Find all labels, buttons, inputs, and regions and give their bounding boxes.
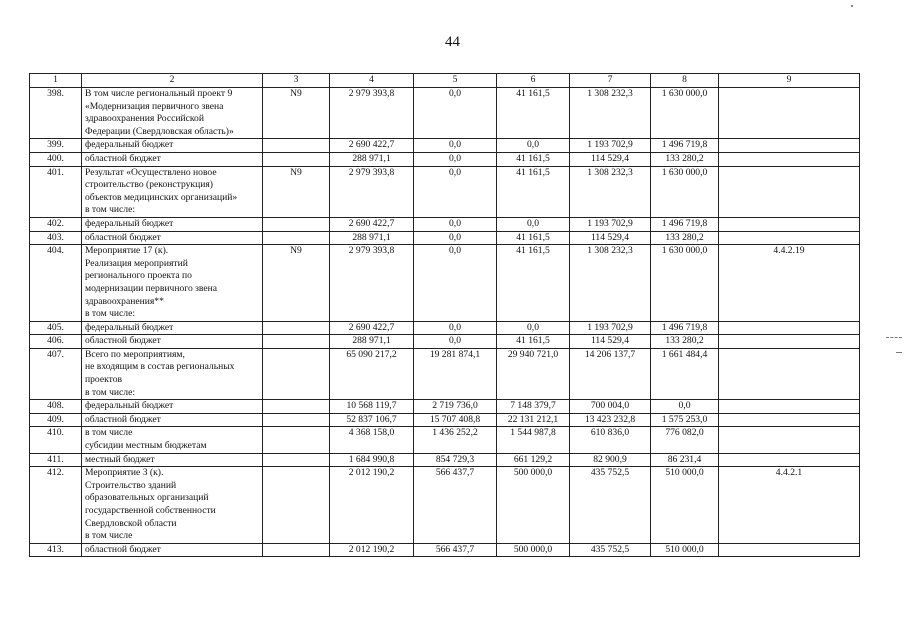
year-value-cell: 0,0: [497, 217, 570, 231]
project-code-cell: [263, 427, 330, 453]
project-code-cell: N9: [263, 166, 330, 217]
row-name-line: федеральный бюджет: [85, 139, 174, 151]
indicator-ref-cell: 4.4.2.19: [719, 245, 860, 322]
year-value-cell: 0,0: [497, 321, 570, 335]
row-number-cell: 402.: [30, 217, 82, 231]
year-value-cell: 500 000,0: [497, 543, 570, 557]
table-row: [30, 166, 860, 217]
project-code-cell: N9: [263, 88, 330, 139]
year-value-cell: 0,0: [414, 245, 497, 322]
project-code-cell: [263, 543, 330, 557]
year-value-cell: 1 575 253,0: [651, 413, 719, 427]
row-name-cell: [82, 139, 263, 153]
margin-mark: [896, 352, 902, 354]
project-code-cell: [263, 335, 330, 349]
year-value-cell: 114 529,4: [570, 335, 651, 349]
year-value-cell: 19 281 874,1: [414, 348, 497, 399]
project-code-cell: N9: [263, 245, 330, 322]
row-name-line: субсидии местным бюджетам: [85, 440, 207, 452]
table-row: [30, 217, 860, 231]
year-value-cell: 1 308 232,3: [570, 245, 651, 322]
row-number-cell: 406.: [30, 335, 82, 349]
year-value-cell: 0,0: [414, 152, 497, 166]
year-value-cell: 776 082,0: [651, 427, 719, 453]
row-name-line: модернизации первичного звена: [85, 282, 218, 294]
year-value-cell: 1 496 719,8: [651, 139, 719, 153]
row-name-line: в том числе:: [85, 386, 136, 398]
row-name-line: Федерации (Свердловская область)»: [85, 125, 234, 137]
row-name-cell: [82, 245, 263, 322]
year-value-cell: 14 206 137,7: [570, 348, 651, 399]
total-value-cell: 65 090 217,2: [330, 348, 414, 399]
row-name-cell: [82, 335, 263, 349]
year-value-cell: 41 161,5: [497, 166, 570, 217]
year-value-cell: 13 423 232,8: [570, 413, 651, 427]
indicator-ref-cell: 4.4.2.1: [719, 467, 860, 544]
year-value-cell: 661 129,2: [497, 453, 570, 467]
year-value-cell: 1 193 702,9: [570, 217, 651, 231]
year-value-cell: 133 280,2: [651, 231, 719, 245]
year-value-cell: 41 161,5: [497, 245, 570, 322]
year-value-cell: 1 436 252,2: [414, 427, 497, 453]
table-row: [30, 231, 860, 245]
project-code-cell: [263, 152, 330, 166]
row-name-line: государственной собственности: [85, 505, 216, 516]
year-value-cell: 1 193 702,9: [570, 321, 651, 335]
total-value-cell: 288 971,1: [330, 231, 414, 245]
year-value-cell: 0,0: [414, 217, 497, 231]
total-value-cell: 52 837 106,7: [330, 413, 414, 427]
project-code-cell: [263, 467, 330, 544]
row-number-cell: 403.: [30, 231, 82, 245]
year-value-cell: 22 131 212,1: [497, 413, 570, 427]
total-value-cell: 2 690 422,7: [330, 321, 414, 335]
row-name-cell: [82, 152, 263, 166]
total-value-cell: 2 979 393,8: [330, 88, 414, 139]
column-header-2: 2: [82, 74, 263, 88]
row-name-line: Свердловской области: [85, 517, 177, 529]
table-row: [30, 453, 860, 467]
year-value-cell: 610 836,0: [570, 427, 651, 453]
row-name-line: местный бюджет: [85, 453, 155, 465]
column-header-7: 7: [570, 74, 651, 88]
year-value-cell: 435 752,5: [570, 543, 651, 557]
indicator-ref-cell: [719, 400, 860, 414]
table-row: [30, 400, 860, 414]
row-name-line: областной бюджет: [85, 152, 161, 164]
row-name-line: областной бюджет: [85, 335, 161, 347]
total-value-cell: 288 971,1: [330, 335, 414, 349]
year-value-cell: 0,0: [414, 139, 497, 153]
indicator-ref-cell: [719, 139, 860, 153]
indicator-ref-cell: [719, 217, 860, 231]
row-name-line: Строительство зданий: [85, 479, 177, 491]
row-number-cell: 399.: [30, 139, 82, 153]
row-name-line: федеральный бюджет: [85, 400, 174, 412]
row-number-cell: 413.: [30, 543, 82, 557]
row-name-line: не входящим в состав региональных: [85, 361, 235, 373]
indicator-ref-cell: [719, 413, 860, 427]
row-name-line: строительство (реконструкция): [85, 179, 213, 191]
row-number-cell: 411.: [30, 453, 82, 467]
indicator-ref-cell: [719, 88, 860, 139]
year-value-cell: 0,0: [414, 231, 497, 245]
row-number-cell: 410.: [30, 427, 82, 453]
row-name-line: проектов: [85, 374, 123, 386]
row-number-cell: 408.: [30, 400, 82, 414]
row-name-line: здравоохранения Российской: [85, 113, 204, 125]
table-row: [30, 88, 860, 139]
row-name-cell: [82, 231, 263, 245]
row-name-cell: [82, 217, 263, 231]
row-name-cell: [82, 88, 263, 139]
year-value-cell: 1 661 484,4: [651, 348, 719, 399]
year-value-cell: 114 529,4: [570, 231, 651, 245]
row-name-line: В том числе региональный проект 9: [85, 88, 233, 99]
year-value-cell: 2 719 736,0: [414, 400, 497, 414]
row-number-cell: 412.: [30, 467, 82, 544]
row-name-line: объектов медицинских организаций»: [85, 191, 238, 203]
total-value-cell: 2 690 422,7: [330, 139, 414, 153]
table-row: [30, 348, 860, 399]
row-name-cell: [82, 166, 263, 217]
indicator-ref-cell: [719, 231, 860, 245]
row-name-line: регионального проекта по: [85, 270, 192, 282]
table-row: [30, 152, 860, 166]
year-value-cell: 1 630 000,0: [651, 245, 719, 322]
row-name-cell: [82, 348, 263, 399]
row-number-cell: 404.: [30, 245, 82, 322]
indicator-ref-cell: [719, 166, 860, 217]
project-code-cell: [263, 348, 330, 399]
row-name-cell: [82, 453, 263, 467]
column-header-1: 1: [30, 74, 82, 88]
row-name-cell: [82, 400, 263, 414]
project-code-cell: [263, 321, 330, 335]
year-value-cell: 86 231,4: [651, 453, 719, 467]
row-name-cell: [82, 427, 263, 453]
table-row: [30, 413, 860, 427]
year-value-cell: 566 437,7: [414, 467, 497, 544]
table-row: [30, 245, 860, 322]
year-value-cell: 133 280,2: [651, 335, 719, 349]
project-code-cell: [263, 453, 330, 467]
project-code-cell: [263, 400, 330, 414]
indicator-ref-cell: [719, 348, 860, 399]
column-header-3: 3: [263, 74, 330, 88]
total-value-cell: 2 690 422,7: [330, 217, 414, 231]
year-value-cell: 0,0: [414, 166, 497, 217]
budget-table: [29, 73, 860, 557]
row-name-line: образовательных организаций: [85, 492, 209, 504]
year-value-cell: 0,0: [414, 335, 497, 349]
page-number: 44: [445, 34, 460, 50]
row-name-line: Реализация мероприятий: [85, 257, 188, 269]
row-name-line: федеральный бюджет: [85, 217, 174, 229]
row-name-cell: [82, 321, 263, 335]
year-value-cell: 0,0: [414, 321, 497, 335]
indicator-ref-cell: [719, 453, 860, 467]
project-code-cell: [263, 413, 330, 427]
year-value-cell: 41 161,5: [497, 152, 570, 166]
project-code-cell: [263, 217, 330, 231]
year-value-cell: 114 529,4: [570, 152, 651, 166]
table-header-row: [30, 74, 860, 88]
table-row: [30, 427, 860, 453]
year-value-cell: 1 193 702,9: [570, 139, 651, 153]
column-header-5: 5: [414, 74, 497, 88]
total-value-cell: 2 012 190,2: [330, 467, 414, 544]
year-value-cell: 1 308 232,3: [570, 88, 651, 139]
column-header-4: 4: [330, 74, 414, 88]
project-code-cell: [263, 139, 330, 153]
year-value-cell: 1 630 000,0: [651, 88, 719, 139]
row-name-line: Мероприятие 3 (к).: [85, 467, 164, 479]
row-name-line: Мероприятие 17 (к).: [85, 245, 169, 257]
year-value-cell: 0,0: [497, 139, 570, 153]
row-name-line: здравоохранения**: [85, 295, 164, 307]
row-name-line: в том числе:: [85, 204, 136, 216]
column-header-6: 6: [497, 74, 570, 88]
total-value-cell: 2 012 190,2: [330, 543, 414, 557]
row-name-line: «Модернизация первичного звена: [85, 100, 224, 112]
indicator-ref-cell: [719, 335, 860, 349]
year-value-cell: 1 630 000,0: [651, 166, 719, 217]
indicator-ref-cell: [719, 543, 860, 557]
year-value-cell: 500 000,0: [497, 467, 570, 544]
table-body: [30, 88, 860, 557]
year-value-cell: 510 000,0: [651, 467, 719, 544]
year-value-cell: 700 004,0: [570, 400, 651, 414]
indicator-ref-cell: [719, 321, 860, 335]
total-value-cell: 288 971,1: [330, 152, 414, 166]
table-row: [30, 467, 860, 544]
total-value-cell: 1 684 990,8: [330, 453, 414, 467]
year-value-cell: 854 729,3: [414, 453, 497, 467]
project-code-cell: [263, 231, 330, 245]
year-value-cell: 1 496 719,8: [651, 217, 719, 231]
row-name-line: Результат «Осуществлено новое: [85, 166, 217, 178]
year-value-cell: 15 707 408,8: [414, 413, 497, 427]
row-number-cell: 401.: [30, 166, 82, 217]
total-value-cell: 4 368 158,0: [330, 427, 414, 453]
row-number-cell: 405.: [30, 321, 82, 335]
table-row: [30, 139, 860, 153]
year-value-cell: 435 752,5: [570, 467, 651, 544]
year-value-cell: 1 308 232,3: [570, 166, 651, 217]
row-name-cell: [82, 413, 263, 427]
total-value-cell: 2 979 393,8: [330, 166, 414, 217]
year-value-cell: 0,0: [414, 88, 497, 139]
row-name-line: в том числе: [85, 427, 133, 439]
year-value-cell: 41 161,5: [497, 335, 570, 349]
year-value-cell: 82 900,9: [570, 453, 651, 467]
row-name-line: областной бюджет: [85, 231, 161, 243]
year-value-cell: 41 161,5: [497, 88, 570, 139]
row-name-line: в том числе:: [85, 308, 136, 320]
row-name-cell: [82, 543, 263, 557]
row-name-line: федеральный бюджет: [85, 321, 174, 333]
year-value-cell: 1 544 987,8: [497, 427, 570, 453]
year-value-cell: 0,0: [651, 400, 719, 414]
margin-mark: [886, 337, 902, 339]
row-name-line: областной бюджет: [85, 413, 161, 425]
row-name-cell: [82, 467, 263, 544]
column-header-8: 8: [651, 74, 719, 88]
table-row: [30, 335, 860, 349]
year-value-cell: 7 148 379,7: [497, 400, 570, 414]
column-header-9: 9: [719, 74, 860, 88]
table-row: [30, 543, 860, 557]
row-number-cell: 409.: [30, 413, 82, 427]
row-number-cell: 398.: [30, 88, 82, 139]
total-value-cell: 2 979 393,8: [330, 245, 414, 322]
row-number-cell: 400.: [30, 152, 82, 166]
row-name-line: Всего по мероприятиям,: [85, 348, 185, 360]
indicator-ref-cell: [719, 427, 860, 453]
row-name-line: областной бюджет: [85, 543, 161, 555]
total-value-cell: 10 568 119,7: [330, 400, 414, 414]
row-name-line: в том числе: [85, 530, 133, 542]
year-value-cell: 510 000,0: [651, 543, 719, 557]
table-row: [30, 321, 860, 335]
year-value-cell: 1 496 719,8: [651, 321, 719, 335]
year-value-cell: 41 161,5: [497, 231, 570, 245]
indicator-ref-cell: [719, 152, 860, 166]
scan-speck: [851, 5, 853, 7]
year-value-cell: 29 940 721,0: [497, 348, 570, 399]
year-value-cell: 133 280,2: [651, 152, 719, 166]
year-value-cell: 566 437,7: [414, 543, 497, 557]
row-number-cell: 407.: [30, 348, 82, 399]
